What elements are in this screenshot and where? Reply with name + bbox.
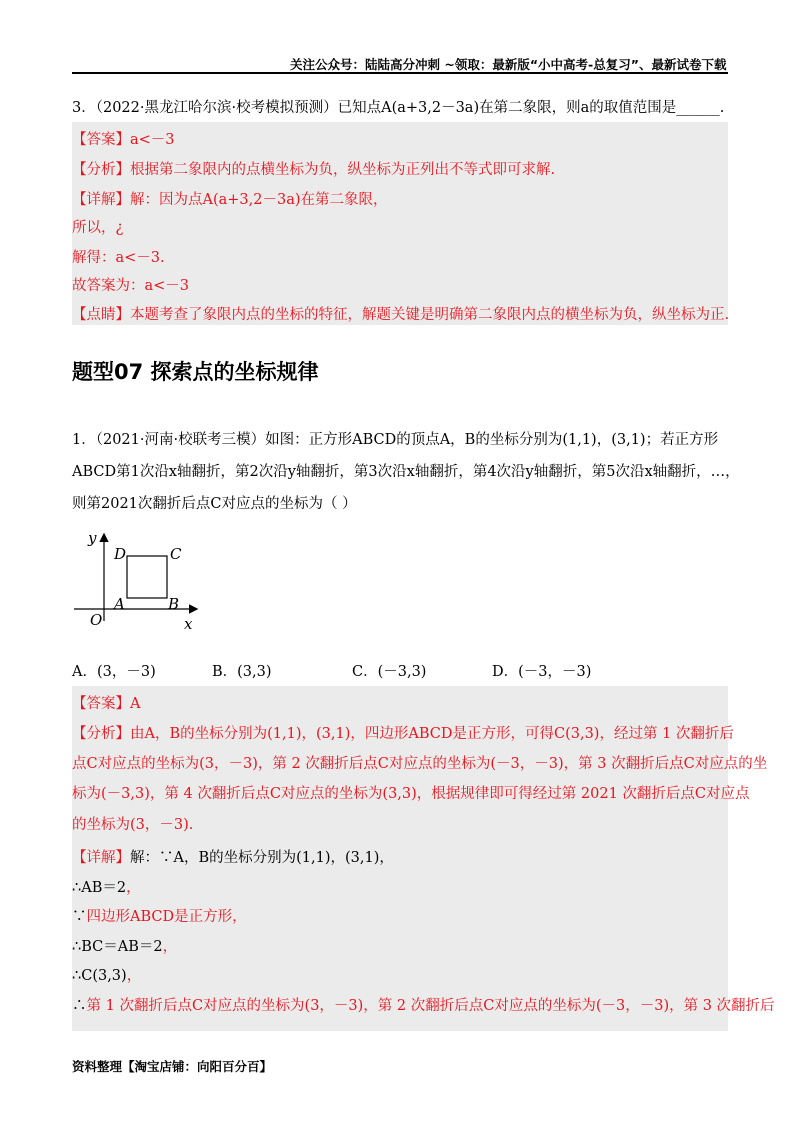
- q3-question: 3．（2022·黑龙江哈尔滨·校考模拟预测）已知点A(a+3,2－3a)在第二象限，则a的取值范围是______.: [72, 100, 725, 116]
- detail-math: ∴BC＝AB＝2: [72, 939, 163, 955]
- analysis-label: 【分析】: [72, 162, 130, 178]
- detail-math: ∴AB＝2: [72, 880, 127, 896]
- q3-comment: [72, 303, 729, 324]
- q1-answer: [72, 692, 140, 713]
- page-header: 关注公众号：陆陆高分冲刺 ~领取：最新版“小中高考-总复习”、最新试卷下载: [290, 57, 727, 72]
- square-abcd: [127, 556, 167, 598]
- detail-punct: ，: [162, 939, 178, 955]
- option-d: D．(－3，－3): [492, 664, 592, 680]
- q1-detail-line3: [72, 905, 247, 926]
- point-b-label: B: [168, 595, 180, 613]
- detail-label: 【详解】: [72, 192, 130, 208]
- point-c-label: C: [170, 545, 182, 563]
- analysis-text: 根据第二象限内的点横坐标为负，纵坐标为正列出不等式即可求解.: [130, 162, 556, 178]
- q3-answer: [72, 128, 175, 149]
- comment-label: 【点睛】: [72, 307, 130, 323]
- q3-analysis: [72, 158, 555, 179]
- q1-line3: 则第2021次翻折后点C对应点的坐标为（ ）: [72, 496, 357, 512]
- detail-math: ∴: [72, 998, 87, 1014]
- q1-detail-line6: [72, 994, 775, 1015]
- answer-value: a<－3: [130, 132, 175, 148]
- q1-detail-line1: [72, 846, 394, 867]
- q3-detail-line3: 解得：a<－3.: [72, 250, 165, 266]
- page-footer: 资料整理【淘宝店铺：向阳百分百】: [72, 1059, 273, 1074]
- q1-analysis-line1: [72, 722, 734, 743]
- option-b: B．(3,3): [212, 664, 272, 680]
- analysis-label: 【分析】: [72, 726, 130, 742]
- q3-detail: [72, 188, 388, 209]
- detail-text: 解：因为点A(a+3,2－3a)在第二象限，: [130, 192, 388, 208]
- option-a: A．(3，－3): [72, 664, 156, 680]
- q1-analysis-line4: 的坐标为(3，－3).: [72, 817, 194, 833]
- q3-detail-line4: 故答案为：a<－3: [72, 278, 190, 294]
- detail-punct: ，: [126, 880, 141, 896]
- detail-label: 【详解】: [72, 850, 130, 866]
- detail-text: 第 1 次翻折后点C对应点的坐标为(3，－3)，第 2 次翻折后点C对应点的坐标为(－3，－3)，第 3 次翻折后: [86, 998, 775, 1014]
- q1-detail-line4: [72, 935, 177, 956]
- q1-detail-line2: [72, 876, 141, 897]
- comment-text: 本题考查了象限内点的坐标的特征，解题关键是明确第二象限内点的横坐标为负，纵坐标为正.: [130, 307, 730, 323]
- q1-line2: ABCD第1次沿x轴翻折，第2次沿y轴翻折，第3次沿x轴翻折，第4次沿y轴翻折，第5次沿x轴翻折，…，: [72, 464, 740, 480]
- point-a-label: A: [114, 595, 125, 613]
- q3-detail-line2: 所以，¿: [72, 220, 124, 236]
- answer-label: 【答案】: [72, 696, 130, 712]
- detail-math: ∵: [72, 909, 87, 925]
- option-c: C．(－3,3): [352, 664, 427, 680]
- detail-math: ∴C(3,3): [72, 968, 127, 984]
- section-title: 题型07 探索点的坐标规律: [72, 360, 319, 384]
- detail-text: 四边形ABCD是正方形，: [86, 909, 247, 925]
- detail-punct: ，: [126, 968, 142, 984]
- point-d-label: D: [114, 545, 127, 563]
- x-label: x: [184, 615, 193, 633]
- origin-label: O: [90, 611, 103, 629]
- q1-analysis-line2: 点C对应点的坐标为(3，－3)，第 2 次翻折后点C对应点的坐标为(－3，－3)，第 3 次翻折后点C对应点的坐: [72, 756, 768, 772]
- detail-text: 解：∵A，B的坐标分别为(1,1)，(3,1)，: [130, 850, 394, 866]
- coordinate-figure: [72, 525, 207, 635]
- q1-detail-line5: [72, 964, 141, 985]
- analysis-text: 由A，B的坐标分别为(1,1)，(3,1)，四边形ABCD是正方形，可得C(3,3)，经过第 1 次翻折后: [130, 726, 734, 742]
- y-label: y: [88, 529, 97, 547]
- header-rule: [72, 72, 728, 74]
- q1-line1: 1．（2021·河南·校联考三模）如图：正方形ABCD的顶点A，B的坐标分别为(1,1)，(3,1)；若正方形: [72, 432, 719, 448]
- q1-analysis-line3: 标为(－3,3)，第 4 次翻折后点C对应点的坐标为(3,3)，根据规律即可得经过第 2021 次翻折后点C对应点: [72, 786, 750, 802]
- answer-value: A: [130, 696, 141, 712]
- answer-label: 【答案】: [72, 132, 130, 148]
